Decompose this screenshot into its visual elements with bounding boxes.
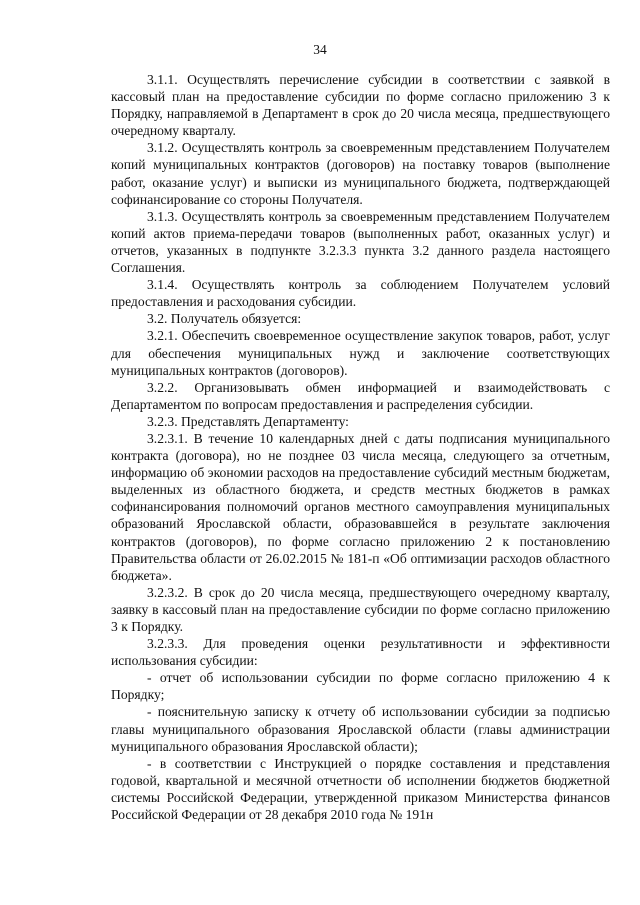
clause-3-1-3: 3.1.3. Осуществлять контроль за своевременным представлением Получателем копий актов приема-передачи товаров (выполненных работ, оказанных услуг) и отчетов, указанных в подпункте 3.2.3.3 пункта 3.2 данного раздела настоящего Соглашения. bbox=[111, 208, 610, 276]
clause-3-1-1: 3.1.1. Осуществлять перечисление субсидии в соответствии с заявкой в кассовый план на предоставление субсидии по форме согласно приложению 3 к Порядку, направляемой в Департамент в срок до 20 числа месяца, предшествующего очередному кварталу. bbox=[111, 72, 610, 139]
clause-3-1-2: 3.1.2. Осуществлять контроль за своевременным представлением Получателем копий муниципальных контрактов (договоров) на поставку товаров (выполнение работ, оказание услуг) и выписки из муниципального бюджета, подтверждающей софинансирование со стороны Получателя. bbox=[111, 140, 610, 207]
clause-3-2-3-1: 3.2.3.1. В течение 10 календарных дней с даты подписания муниципального контракта (договора), но не позднее 03 числа месяца, следующего за отчетным, информацию об экономии расходов на предоставление субсидий местным бюджетам, выделенных из областного бюджета, и средств местных бюджетов в рамках софинансирования полномочий органов местного самоуправления муниципальных образований Ярославской области, образовавшейся в результате заключения контрактов (договоров), по форме согласно приложению 2 к постановлению Правительства области от 26.02.2015 № 181-п «Об оптимизации расходов областного бюджета». bbox=[111, 430, 610, 583]
clause-3-2: 3.2. Получатель обязуется: bbox=[147, 311, 302, 327]
clause-3-1-4: 3.1.4. Осуществлять контроль за соблюдением Получателем условий предоставления и расходования субсидии. bbox=[111, 277, 610, 310]
list-item-report: - отчет об использовании субсидии по форме согласно приложению 4 к Порядку; bbox=[111, 670, 610, 703]
list-item-instruction: - в соответствии с Инструкцией о порядке составления и представления годовой, квартальной и месячной отчетности об исполнении бюджетов бюджетной системы Российской Федерации, утвержденной приказом Министерства финансов Российской Федерации от 28 декабря 2010 года № 191н bbox=[111, 755, 610, 823]
clause-3-2-2: 3.2.2. Организовывать обмен информацией и взаимодействовать с Департаментом по вопросам предоставления и распределения субсидии. bbox=[111, 379, 610, 412]
clause-3-2-3-2: 3.2.3.2. В срок до 20 числа месяца, предшествующего очередному кварталу, заявку в кассовый план на предоставление субсидии по форме согласно приложению 3 к Порядку. bbox=[111, 584, 610, 634]
document-body bbox=[111, 71, 610, 823]
clause-3-2-3-3: 3.2.3.3. Для проведения оценки результативности и эффективности использования субсидии: bbox=[111, 636, 610, 669]
page-number: 34 bbox=[313, 42, 327, 57]
clause-3-2-3: 3.2.3. Представлять Департаменту: bbox=[147, 413, 349, 429]
clause-3-2-1: 3.2.1. Обеспечить своевременное осуществление закупок товаров, работ, услуг для обеспечения муниципальных нужд и заключение соответствующих муниципальных контрактов (договоров). bbox=[111, 328, 610, 378]
list-item-explanatory-note: - пояснительную записку к отчету об использовании субсидии за подписью главы муниципального образования Ярославской области (главы администрации муниципального образования Ярославской области); bbox=[111, 704, 610, 754]
